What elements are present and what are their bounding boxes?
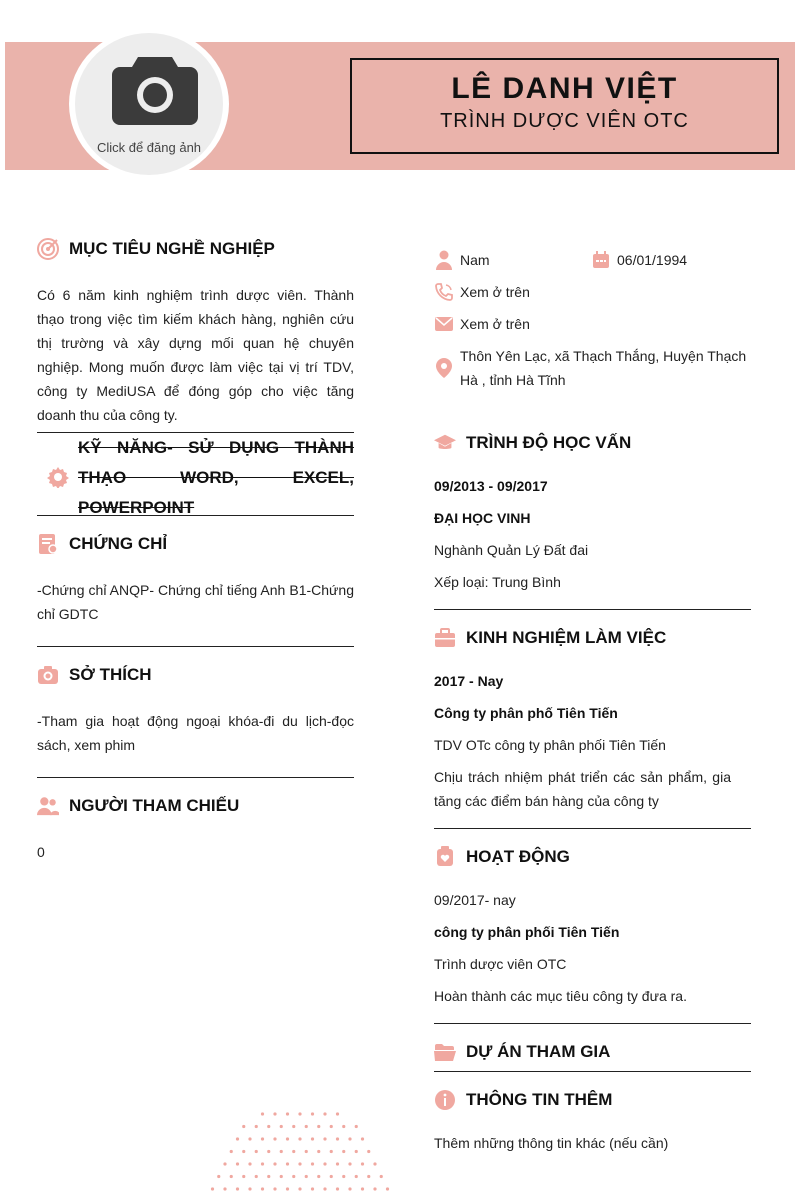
folder-icon [434,1041,456,1063]
person-icon [434,248,454,272]
experience-description[interactable]: Chịu trách nhiệm phát triển các sản phẩm, gia tăng các điểm bán hàng của công ty [434,769,731,809]
activities-title[interactable]: HOẠT ĐỘNG [466,847,570,866]
objective-text[interactable]: Có 6 năm kinh nghiệm trình dược viên. Thành thạo trong việc tìm kiếm khách hàng, nghiên cứu thị trường và xây dựng mối quan hệ chuyên nghiệp. Mong muốn được làm việc tại vị trí TDV, công ty MediUSA để đóng góp cho việc tăng doanh thu của công ty. [37,287,354,423]
hobbies-heading [37,664,152,686]
phone-value[interactable]: Xem ở trên [460,284,530,300]
candidate-role[interactable]: TRÌNH DƯỢC VIÊN OTC [440,110,689,132]
gear-icon [47,466,69,493]
experience-position[interactable]: TDV OTc công ty phân phối Tiên Tiến [434,737,666,753]
divider [434,1023,751,1024]
activities-description[interactable]: Hoàn thành các mục tiêu công ty đưa ra. [434,988,687,1004]
dob-value[interactable]: 06/01/1994 [617,252,688,268]
name-box [350,58,779,154]
activities-organization[interactable]: công ty phân phối Tiên Tiến [434,924,620,940]
briefcase-icon [434,627,456,649]
projects-heading [434,1041,610,1063]
education-major[interactable]: Nghành Quản Lý Đất đai [434,542,589,558]
activities-period[interactable]: 09/2017- nay [434,892,516,908]
skills-title[interactable]: KỸ NĂNG- SỬ DỤNG THÀNH THẠO WORD, EXCEL, POWERPOINT [78,438,354,517]
avatar-upload[interactable] [69,28,229,180]
location-icon [434,344,454,392]
experience-title[interactable]: KINH NGHIỆM LÀM VIỆC [466,628,667,647]
target-icon [37,238,59,260]
avatar-label: Click để đăng ảnh [96,140,202,155]
graduation-cap-icon [434,432,456,454]
skills-section [37,432,354,516]
references-text[interactable]: 0 [37,844,45,860]
divider [37,777,354,778]
divider [434,828,751,829]
people-icon [37,795,59,817]
dob-row [591,248,687,272]
address-row [434,344,751,392]
activity-icon [434,846,456,868]
hobbies-title[interactable]: SỞ THÍCH [69,665,152,684]
extra-info-text[interactable]: Thêm những thông tin khác (nếu cần) [434,1135,669,1151]
extra-info-title[interactable]: THÔNG TIN THÊM [466,1090,613,1109]
decorative-dots [200,1100,400,1194]
certificates-title[interactable]: CHỨNG CHỈ [69,534,168,553]
divider [37,646,354,647]
objective-heading [37,238,275,260]
candidate-name[interactable]: LÊ DANH VIỆT [451,72,678,105]
references-title[interactable]: NGƯỜI THAM CHIẾU [69,796,240,815]
hobbies-text[interactable]: -Tham gia hoạt động ngoại khóa-đi du lịch-đọc sách, xem phim [37,713,354,753]
education-grade[interactable]: Xếp loại: Trung Bình [434,574,561,590]
divider [434,609,751,610]
experience-heading [434,627,666,649]
gender-value[interactable]: Nam [460,252,490,268]
experience-period[interactable]: 2017 - Nay [434,673,504,689]
references-heading [37,795,239,817]
extra-info-heading [434,1089,612,1111]
phone-icon [434,280,454,304]
projects-title[interactable]: DỰ ÁN THAM GIA [466,1042,611,1061]
phone-row [434,280,530,304]
certificates-text[interactable]: -Chứng chỉ ANQP- Chứng chỉ tiếng Anh B1-Chứng chỉ GDTC [37,582,354,622]
address-value[interactable]: Thôn Yên Lạc, xã Thạch Thắng, Huyện Thạch Hà , tỉnh Hà Tĩnh [460,348,747,388]
activities-heading [434,846,570,868]
divider [434,1071,751,1072]
email-row [434,312,530,336]
calendar-icon [591,248,611,272]
education-school[interactable]: ĐẠI HỌC VINH [434,510,531,526]
camera-small-icon [37,664,59,686]
info-icon [434,1089,456,1111]
education-heading [434,432,631,454]
education-title[interactable]: TRÌNH ĐỘ HỌC VẤN [466,433,632,452]
email-icon [434,312,454,336]
gender-row [434,248,490,272]
education-period[interactable]: 09/2013 - 09/2017 [434,478,548,494]
email-value[interactable]: Xem ở trên [460,316,530,332]
objective-title[interactable]: MỤC TIÊU NGHỀ NGHIỆP [69,239,275,258]
camera-icon [110,51,200,131]
activities-role[interactable]: Trình dược viên OTC [434,956,567,972]
avatar-placeholder[interactable] [75,33,223,175]
experience-company[interactable]: Công ty phân phố Tiên Tiến [434,705,618,721]
certificate-icon [37,533,59,555]
certificates-heading [37,533,167,555]
